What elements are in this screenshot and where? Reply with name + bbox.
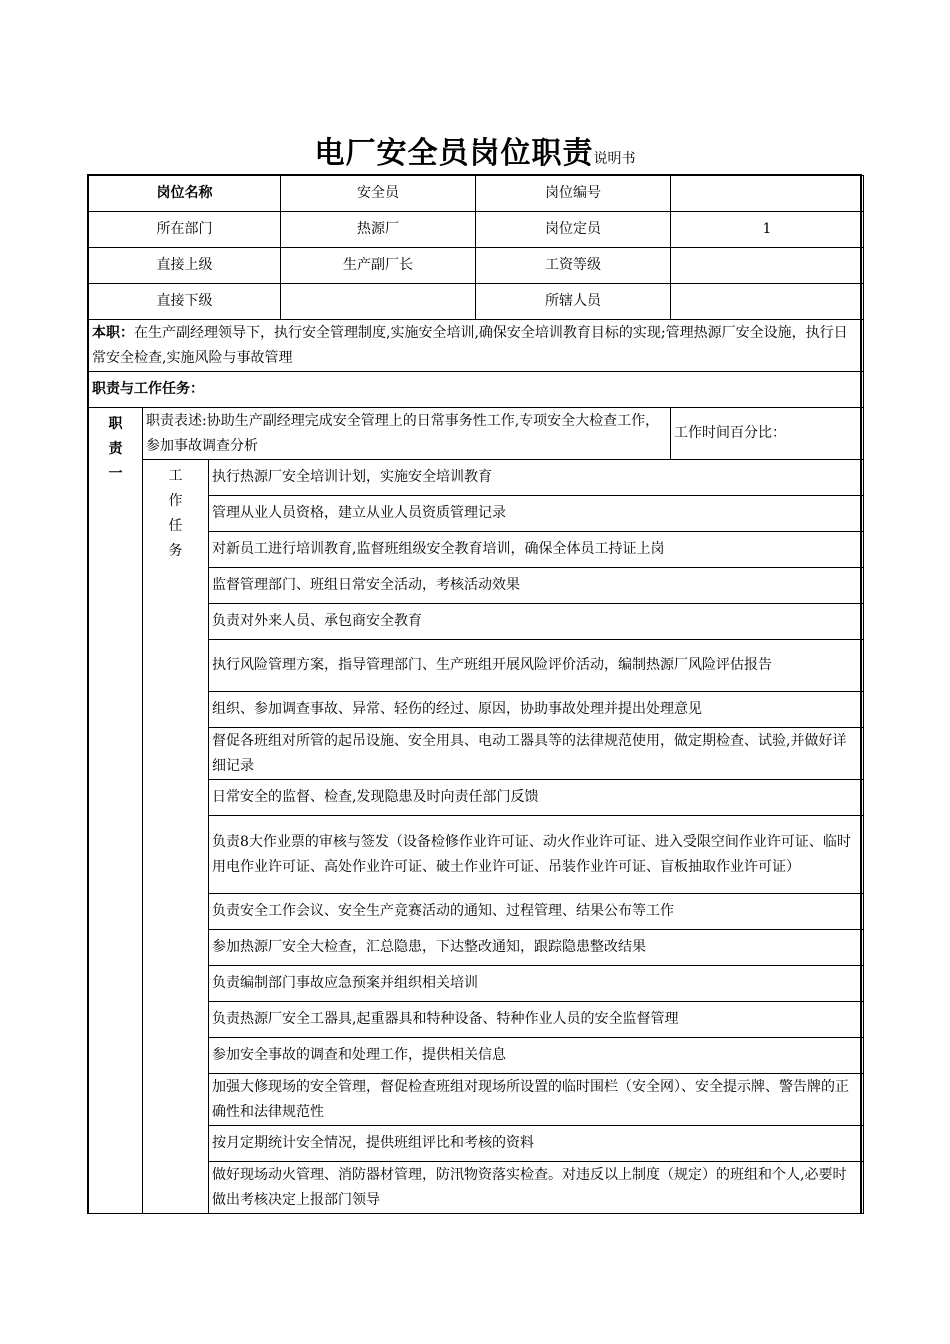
document-title [0,128,950,172]
job-description-table [88,175,864,1214]
task-item: 管理从业人员资格，建立从业人员资质管理记录 [209,496,864,532]
time-percent-label: 工作时间百分比： [671,408,864,460]
quota-value: 1 [671,212,864,248]
task-label-char: 任 [168,518,183,534]
task-item: 参加热源厂安全大检查，汇总隐患，下达整改通知，跟踪隐患整改结果 [209,930,864,966]
title-sub: 说明书 [593,151,636,167]
managed-label: 所辖人员 [476,284,671,320]
duty-label: 本职： [92,324,134,341]
task-item: 参加安全事故的调查和处理工作，提供相关信息 [209,1038,864,1074]
task-item: 负责对外来人员、承包商安全教育 [209,604,864,640]
salary-value [671,248,864,284]
task-item: 负责安全工作会议、安全生产竞赛活动的通知、过程管理、结果公布等工作 [209,894,864,930]
task-label-char: 务 [168,543,183,559]
subordinate-value [281,284,476,320]
dept-value: 热源厂 [281,212,476,248]
responsibility-description: 职责表述:协助生产副经理完成安全管理上的日常事务性工作,专项安全大检查工作，参加事故调查分析 [143,408,671,460]
position-no-value [671,176,864,212]
position-name-value: 安全员 [281,176,476,212]
task-item: 做好现场动火管理、消防器材管理，防汛物资落实检查。对违反以上制度（规定）的班组和个人,必要时做出考核决定上报部门领导 [209,1162,864,1214]
task-label [143,460,209,1214]
responsibility-label-char: 职 [108,416,123,432]
title-main: 电厂安全员岗位职责 [314,136,594,171]
position-name-label: 岗位名称 [89,176,281,212]
superior-label: 直接上级 [89,248,281,284]
task-item: 监督管理部门、班组日常安全活动，考核活动效果 [209,568,864,604]
position-no-label: 岗位编号 [476,176,671,212]
task-item: 组织、参加调查事故、异常、轻伤的经过、原因，协助事故处理并提出处理意见 [209,692,864,728]
task-item: 对新员工进行培训教育,监督班组级安全教育培训，确保全体员工持证上岗 [209,532,864,568]
responsibility-label-char: 一 [108,466,123,482]
managed-value [671,284,864,320]
task-item: 按月定期统计安全情况，提供班组评比和考核的资料 [209,1126,864,1162]
task-row [89,460,864,496]
responsibility-label-char: 责 [108,441,123,457]
task-item: 执行风险管理方案，指导管理部门、生产班组开展风险评价活动，编制热源厂风险评估报告 [209,640,864,692]
quota-label: 岗位定员 [476,212,671,248]
salary-label: 工资等级 [476,248,671,284]
subordinate-label: 直接下级 [89,284,281,320]
dept-label: 所在部门 [89,212,281,248]
task-item: 负责热源厂安全工器具,起重器具和特种设备、特种作业人员的安全监督管理 [209,1002,864,1038]
tasks-header: 职责与工作任务： [89,372,864,408]
duty-text: 在生产副经理领导下，执行安全管理制度,实施安全培训,确保安全培训教育目标的实现;管理热源厂安全设施，执行日常安全检查,实施风险与事故管理 [92,324,848,366]
task-item: 日常安全的监督、检查,发现隐患及时向责任部门反馈 [209,780,864,816]
task-label-char: 工 [168,468,183,484]
superior-value: 生产副厂长 [281,248,476,284]
task-item: 负责编制部门事故应急预案并组织相关培训 [209,966,864,1002]
task-item: 执行热源厂安全培训计划，实施安全培训教育 [209,460,864,496]
task-item: 加强大修现场的安全管理，督促检查班组对现场所设置的临时围栏（安全网）、安全提示牌、警告牌的正确性和法律规范性 [209,1074,864,1126]
task-label-char: 作 [168,493,183,509]
responsibility-label [89,408,143,1214]
task-item: 负责8大作业票的审核与签发（设备检修作业许可证、动火作业许可证、进入受限空间作业许可证、临时用电作业许可证、高处作业许可证、破土作业许可证、吊装作业许可证、盲板抽取作业许可证） [209,816,864,894]
duty-row [89,320,864,372]
task-item: 督促各班组对所管的起吊设施、安全用具、电动工器具等的法律规范使用，做定期检查、试验,并做好详细记录 [209,728,864,780]
